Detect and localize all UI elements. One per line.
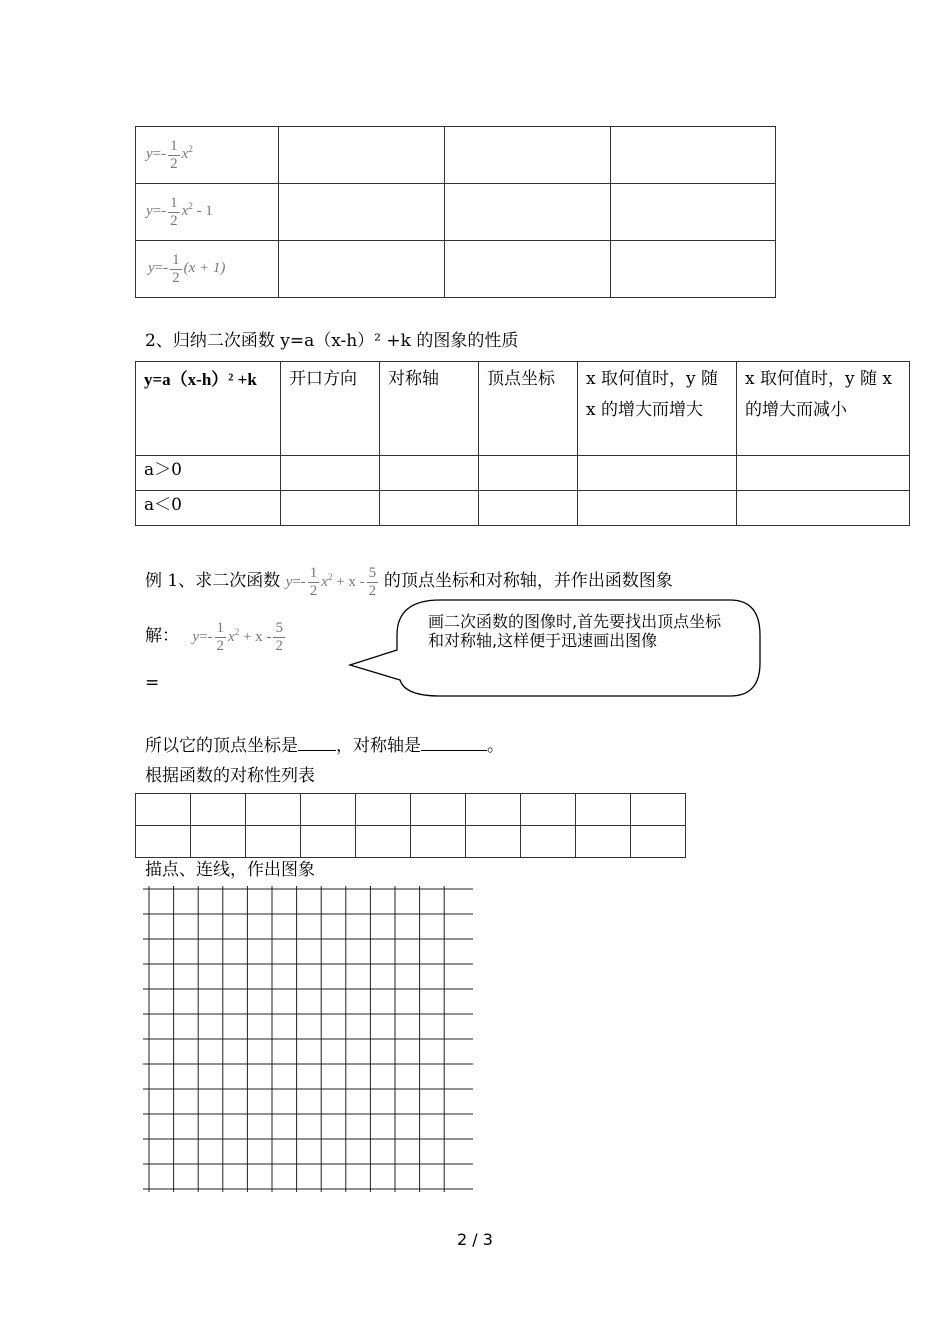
table-2-header: 对称轴 bbox=[380, 362, 479, 456]
vertex-blank[interactable] bbox=[298, 735, 336, 751]
section-2-title: 2、归纳二次函数 y=a（x-h）² +k 的图象的性质 bbox=[145, 331, 519, 351]
solution-formula: y=- $\frac{1}{2}$ $x^2 + x$ - $\frac{5}{2}$ bbox=[192, 620, 283, 654]
table-2-header: 开口方向 bbox=[281, 362, 380, 456]
example-formula: y=- $\frac{1}{2}$ $x^2 + x$ - $\frac{5}{2}$ bbox=[285, 565, 377, 599]
table-2-header: 顶点坐标 bbox=[479, 362, 578, 456]
formula: y=- $\frac{1}{2}$ $x^2 - 1$ bbox=[146, 194, 213, 229]
table-2-header: x 取何值时，y 随 x 的增大而增大 bbox=[578, 362, 737, 456]
value-table bbox=[135, 793, 686, 858]
table-2 bbox=[135, 361, 910, 526]
solution bbox=[145, 620, 287, 655]
table-1-formula-cell bbox=[136, 184, 279, 241]
equals-sign: = bbox=[145, 673, 160, 693]
formula: y=- $\frac{1}{2}$ $x^2$ bbox=[146, 137, 193, 172]
solution-label: 解： bbox=[145, 625, 179, 646]
table-2-header: x 取何值时，y 随 x 的增大而减小 bbox=[737, 362, 910, 456]
formula: y=- $\frac{1}{2}$ (x + 1) bbox=[148, 251, 226, 286]
axis-blank[interactable] bbox=[421, 735, 487, 751]
example-suffix: 的顶点坐标和对称轴，并作出函数图象 bbox=[383, 570, 673, 591]
table-2-row-label: a＞0 bbox=[136, 456, 281, 491]
table-2-header: y=a（x-h）² +k bbox=[136, 362, 281, 456]
callout-text: 画二次函数的图像时,首先要找出顶点坐标和对称轴,这样便于迅速画出图像 bbox=[428, 612, 722, 650]
example-intro: 例 1、求二次函数 bbox=[145, 570, 281, 591]
table-1-formula-cell bbox=[136, 241, 279, 298]
page-number: 2 / 3 bbox=[457, 1230, 493, 1249]
table-1 bbox=[135, 126, 776, 298]
graph-grid bbox=[143, 886, 475, 1194]
table-caption: 根据函数的对称性列表 bbox=[145, 766, 315, 786]
table-1-formula-cell bbox=[136, 127, 279, 184]
vertex-line: 所以它的顶点坐标是 ，对称轴是 。 bbox=[145, 736, 504, 756]
plot-caption: 描点、连线，作出图象 bbox=[145, 860, 315, 880]
table-2-row-label: a＜0 bbox=[136, 491, 281, 526]
